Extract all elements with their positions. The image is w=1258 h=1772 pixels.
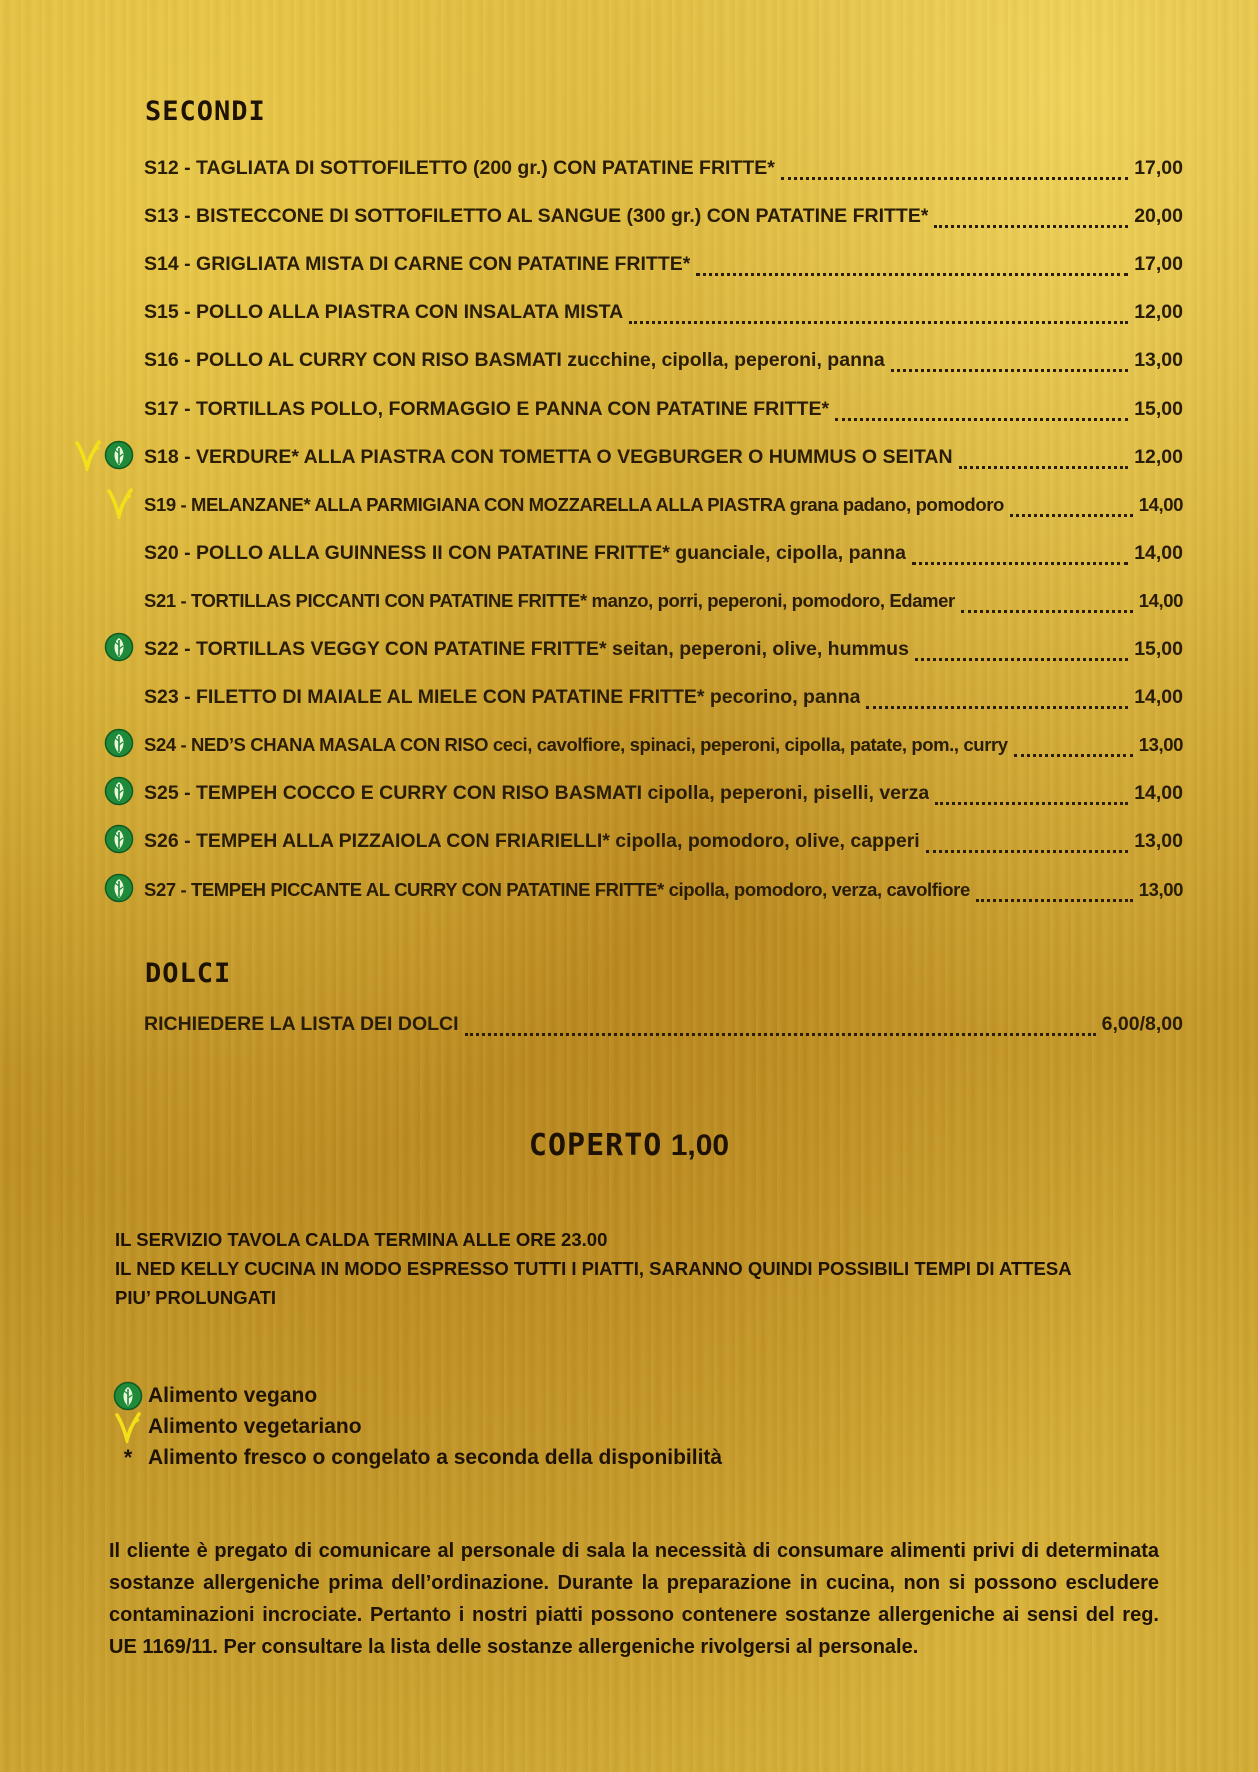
dot-leader: [835, 417, 1128, 421]
menu-item: [144, 590, 1183, 620]
dot-leader: [934, 224, 1128, 228]
menu-item-icons: [66, 873, 134, 907]
menu-item-price: 12,00: [1134, 446, 1183, 468]
menu-item-name: S21 - TORTILLAS PICCANTI CON PATATINE FRITTE* manzo, porri, peperoni, pomodoro, Edamer: [144, 590, 955, 611]
legend: [108, 1380, 722, 1473]
menu-item: [144, 349, 1183, 379]
legend-asterisk: [108, 1442, 722, 1473]
dot-leader: [926, 849, 1128, 853]
menu-item-name: S13 - BISTECCONE DI SOTTOFILETTO AL SANGUE (300 gr.) CON PATATINE FRITTE*: [144, 205, 929, 227]
vegan-icon: [104, 728, 134, 763]
vegetarian-icon: [106, 487, 134, 524]
menu-item-price: 13,00: [1138, 734, 1183, 755]
vegan-icon: [104, 776, 134, 811]
menu-item-price: 13,00: [1138, 879, 1183, 900]
dot-leader: [961, 609, 1133, 613]
menu-item: [144, 542, 1183, 572]
menu-item-price: 17,00: [1134, 157, 1183, 179]
asterisk-icon: *: [123, 1444, 133, 1470]
legend-vegetarian-label: Alimento vegetariano: [148, 1414, 362, 1438]
menu-item: [144, 301, 1183, 331]
vegan-icon: [108, 1381, 148, 1411]
menu-item-name: S24 - NED’S CHANA MASALA CON RISO ceci, cavolfiore, spinaci, peperoni, cipolla, patate, pom., curry: [144, 734, 1008, 755]
menu-item-price: 12,00: [1134, 301, 1183, 323]
menu-item: [144, 734, 1183, 764]
menu-item: [144, 686, 1183, 716]
menu-item-name: S23 - FILETTO DI MAIALE AL MIELE CON PATATINE FRITTE* pecorino, panna: [144, 686, 861, 708]
menu-item-price: 20,00: [1134, 205, 1183, 227]
vegetarian-icon: [108, 1411, 148, 1443]
menu-item-name: S27 - TEMPEH PICCANTE AL CURRY CON PATATINE FRITTE* cipolla, pomodoro, verza, cavolfiore: [144, 879, 970, 900]
legend-vegan: [108, 1380, 722, 1411]
dot-leader: [935, 801, 1128, 805]
menu-item-icons: [66, 440, 134, 474]
menu-item-name: S19 - MELANZANE* ALLA PARMIGIANA CON MOZZARELLA ALLA PIASTRA grana padano, pomodoro: [144, 494, 1004, 515]
vegan-icon: [104, 873, 134, 908]
dot-leader: [891, 368, 1128, 372]
allergen-notice: Il cliente è pregato di comunicare al personale di sala la necessità di consumare alimenti privi di determinata sostanze allergeniche prima dell’ordinazione. Durante la preparazione in cucina, non si possono escludere contaminazioni incrociate. Pertanto i nostri piatti possono contenere sostanze allergeniche ai sensi del reg. UE 1169/11. Per consultare la lista delle sostanze allergeniche rivolgersi al personale.: [109, 1540, 1159, 1658]
menu-item-icons: [66, 728, 134, 762]
dot-leader: [915, 657, 1128, 661]
menu-item-name: S25 - TEMPEH COCCO E CURRY CON RISO BASMATI cipolla, peperoni, piselli, verza: [144, 782, 930, 804]
menu-item: [144, 782, 1183, 812]
coperto-label: COPERTO: [528, 1128, 663, 1163]
menu-item: [144, 253, 1183, 283]
menu-item-price: 14,00: [1138, 494, 1183, 515]
coperto-price: 1,00: [670, 1129, 730, 1162]
section-title-dolci: DOLCI: [145, 958, 232, 989]
menu-item-name: S14 - GRIGLIATA MISTA DI CARNE CON PATATINE FRITTE*: [144, 253, 691, 275]
vegetarian-icon: [74, 439, 102, 476]
dot-leader: [781, 176, 1128, 180]
note-line: PIU’ PROLUNGATI: [115, 1287, 277, 1308]
dot-leader: [1014, 753, 1133, 757]
dot-leader: [696, 272, 1128, 276]
menu-item-icons: [66, 824, 134, 858]
menu-item-icons: [66, 776, 134, 810]
dot-leader: [912, 561, 1128, 565]
menu-item-price: 13,00: [1134, 830, 1183, 852]
menu-item-price: 14,00: [1134, 542, 1183, 564]
menu-item: [144, 494, 1183, 524]
menu-item-name: S17 - TORTILLAS POLLO, FORMAGGIO E PANNA CON PATATINE FRITTE*: [144, 398, 830, 420]
dot-leader: [976, 898, 1133, 902]
menu-item-name: S26 - TEMPEH ALLA PIZZAIOLA CON FRIARIELLI* cipolla, pomodoro, olive, capperi: [144, 830, 920, 852]
vegan-icon: [104, 440, 134, 475]
vegan-icon: [104, 632, 134, 667]
menu-item-name: S20 - POLLO ALLA GUINNESS II CON PATATINE FRITTE* guanciale, cipolla, panna: [144, 542, 907, 564]
menu-item-name: S16 - POLLO AL CURRY CON RISO BASMATI zucchine, cipolla, peperoni, panna: [144, 349, 885, 371]
menu-item-icons: [66, 632, 134, 666]
menu-item-icons: [66, 488, 134, 522]
legend-vegetarian: [108, 1411, 722, 1442]
note-line: IL NED KELLY CUCINA IN MODO ESPRESSO TUTTI I PIATTI, SARANNO QUINDI POSSIBILI TEMPI DI ATTESA: [115, 1258, 1072, 1279]
menu-item: [144, 157, 1183, 187]
legend-vegan-label: Alimento vegano: [148, 1383, 318, 1407]
vegan-icon: [104, 824, 134, 859]
menu-item-price: 14,00: [1134, 782, 1183, 804]
menu-item-price: 17,00: [1134, 253, 1183, 275]
dot-leader: [866, 705, 1128, 709]
legend-asterisk-label: Alimento fresco o congelato a seconda della disponibilità: [148, 1445, 723, 1469]
menu-item-name: S18 - VERDURE* ALLA PIASTRA CON TOMETTA O VEGBURGER O HUMMUS O SEITAN: [144, 446, 953, 468]
dot-leader: [629, 320, 1128, 324]
dolci-item: [144, 1013, 1183, 1043]
menu-item: [144, 446, 1183, 476]
dot-leader: [959, 465, 1129, 469]
coperto: [0, 1128, 1258, 1163]
menu-item-price: 14,00: [1134, 686, 1183, 708]
menu-item-price: 14,00: [1138, 590, 1183, 611]
menu-item-name: S15 - POLLO ALLA PIASTRA CON INSALATA MISTA: [144, 301, 624, 323]
service-notes: [115, 1225, 1175, 1312]
menu-item-price: 15,00: [1134, 398, 1183, 420]
menu-item-name: S22 - TORTILLAS VEGGY CON PATATINE FRITTE* seitan, peperoni, olive, hummus: [144, 638, 909, 660]
dolci-item-name: RICHIEDERE LA LISTA DEI DOLCI: [144, 1013, 459, 1035]
section-title-secondi: SECONDI: [145, 96, 266, 127]
dot-leader: [465, 1032, 1096, 1036]
menu-item: [144, 879, 1183, 909]
menu-item: [144, 638, 1183, 668]
menu-item-name: S12 - TAGLIATA DI SOTTOFILETTO (200 gr.) CON PATATINE FRITTE*: [144, 157, 775, 179]
menu-item: [144, 205, 1183, 235]
menu-item-price: 15,00: [1134, 638, 1183, 660]
note-line: IL SERVIZIO TAVOLA CALDA TERMINA ALLE ORE 23.00: [115, 1229, 608, 1250]
dolci-item-price: 6,00/8,00: [1101, 1013, 1183, 1035]
menu-item-price: 13,00: [1134, 349, 1183, 371]
menu-item: [144, 398, 1183, 428]
dot-leader: [1010, 513, 1133, 517]
menu-item: [144, 830, 1183, 860]
